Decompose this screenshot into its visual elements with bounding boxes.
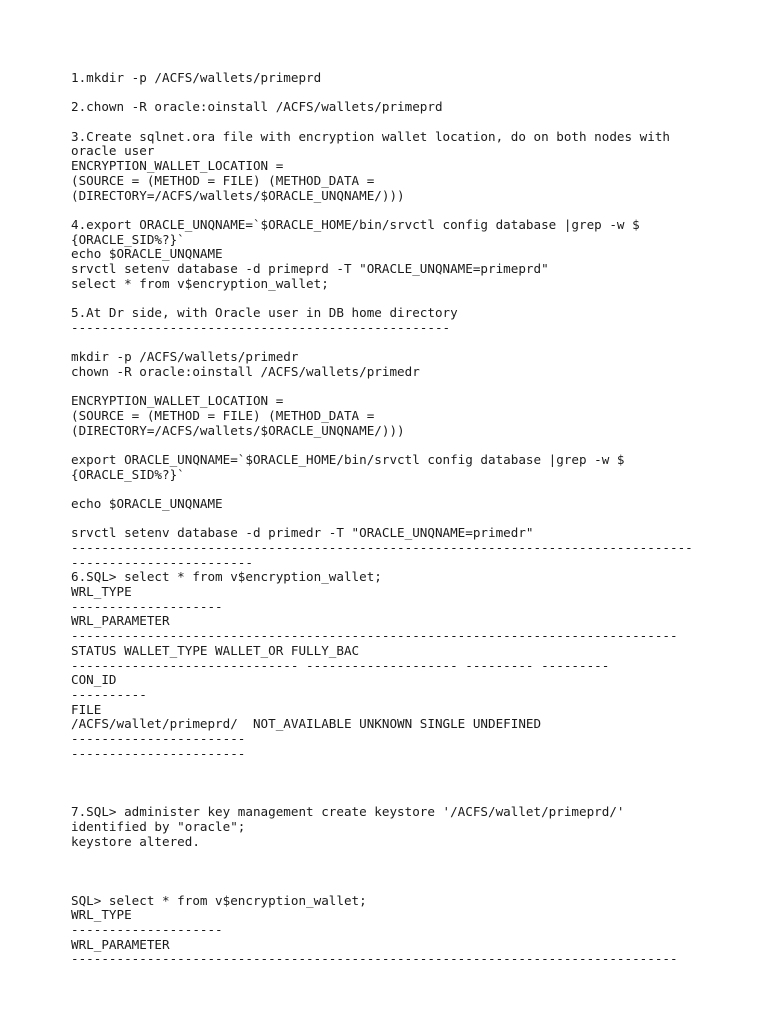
document-line: identified by "oracle";: [71, 819, 246, 835]
document-line: FILE: [71, 701, 102, 717]
document-line: [71, 203, 751, 218]
document-line: mkdir -p /ACFS/wallets/primedr: [71, 349, 299, 365]
document-line: oracle user: [71, 143, 155, 159]
document-line: [71, 776, 751, 791]
document-line: ------------------------: [71, 554, 253, 570]
document-line: WRL_TYPE: [71, 584, 132, 600]
document-line: [71, 791, 751, 806]
document-line: (DIRECTORY=/ACFS/wallets/$ORACLE_UNQNAME/))): [71, 422, 405, 438]
document-line: srvctl setenv database -d primeprd -T "ORACLE_UNQNAME=primeprd": [71, 260, 549, 276]
document-line: (SOURCE = (METHOD = FILE) (METHOD_DATA =: [71, 172, 375, 188]
document-line: [71, 115, 751, 130]
document-line: srvctl setenv database -d primedr -T "ORACLE_UNQNAME=primedr": [71, 525, 534, 541]
document-line: ENCRYPTION_WALLET_LOCATION =: [71, 393, 284, 409]
document-line: [71, 438, 751, 453]
document-line: ----------------------------------------------------------------------------------: [71, 540, 693, 555]
document-line: CON_ID: [71, 672, 117, 688]
document-line: 7.SQL> administer key management create keystore '/ACFS/wallet/primeprd/': [71, 804, 625, 820]
document-page: [71, 71, 751, 967]
document-line: [71, 864, 751, 879]
document-line: (DIRECTORY=/ACFS/wallets/$ORACLE_UNQNAME/))): [71, 187, 405, 203]
document-line: {ORACLE_SID%?}`: [71, 231, 185, 247]
document-line: 1.mkdir -p /ACFS/wallets/primeprd: [71, 70, 322, 85]
document-line: 3.Create sqlnet.ora file with encryption wallet location, do on both nodes with: [71, 128, 670, 144]
document-line: [71, 291, 751, 306]
document-line: -----------------------: [71, 745, 246, 761]
document-line: chown -R oracle:oinstall /ACFS/wallets/primedr: [71, 363, 420, 379]
document-line: echo $ORACLE_UNQNAME: [71, 246, 223, 262]
document-line: WRL_PARAMETER: [71, 613, 170, 629]
document-line: echo $ORACLE_UNQNAME: [71, 495, 223, 511]
document-line: ------------------------------ -------------------- --------- ---------: [71, 657, 610, 673]
document-line: 6.SQL> select * from v$encryption_wallet;: [71, 569, 382, 585]
document-line: 5.At Dr side, with Oracle user in DB home directory: [71, 305, 458, 320]
document-line: 2.chown -R oracle:oinstall /ACFS/wallets/primeprd: [71, 99, 443, 115]
document-line: [71, 761, 751, 776]
document-line: (SOURCE = (METHOD = FILE) (METHOD_DATA =: [71, 407, 375, 423]
document-line: select * from v$encryption_wallet;: [71, 275, 329, 291]
document-line: {ORACLE_SID%?}`: [71, 466, 185, 482]
document-line: [71, 86, 751, 101]
document-line: export ORACLE_UNQNAME=`$ORACLE_HOME/bin/srvctl config database |grep -w $: [71, 451, 625, 467]
document-line: [71, 482, 751, 497]
document-line: [71, 335, 751, 350]
document-line: ----------: [71, 686, 147, 702]
document-line: --------------------------------------------------------------------------------: [71, 628, 678, 644]
document-line: ENCRYPTION_WALLET_LOCATION =: [71, 158, 284, 174]
document-line: [71, 879, 751, 894]
document-line: [71, 512, 751, 527]
document-line: [71, 379, 751, 394]
document-line: --------------------: [71, 598, 223, 614]
document-line: 4.export ORACLE_UNQNAME=`$ORACLE_HOME/bin/srvctl config database |grep -w $: [71, 216, 640, 232]
document-line: -----------------------: [71, 730, 246, 746]
document-line: --------------------------------------------------------------------------------: [71, 951, 678, 967]
document-line: --------------------------------------------------: [71, 319, 451, 335]
document-line: keystore altered.: [71, 833, 200, 849]
document-line: STATUS WALLET_TYPE WALLET_OR FULLY_BAC: [71, 642, 360, 658]
document-line: SQL> select * from v$encryption_wallet;: [71, 892, 367, 908]
document-line: WRL_TYPE: [71, 907, 132, 923]
document-line: /ACFS/wallet/primeprd/ NOT_AVAILABLE UNKNOWN SINGLE UNDEFINED: [71, 716, 542, 732]
document-line: [71, 849, 751, 864]
document-line: --------------------: [71, 921, 223, 937]
document-line: WRL_PARAMETER: [71, 936, 170, 952]
